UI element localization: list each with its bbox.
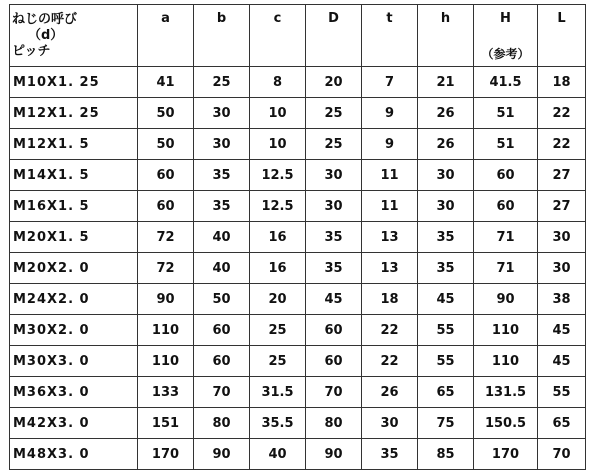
- header-col-L: L: [538, 5, 586, 67]
- header-col-c: c: [250, 5, 306, 67]
- value-cell: 30: [194, 129, 250, 160]
- table-row: [10, 377, 586, 408]
- table-row: [10, 191, 586, 222]
- value-cell: 20: [250, 284, 306, 315]
- value-cell: 10: [250, 129, 306, 160]
- value-cell: 30: [538, 253, 586, 284]
- value-cell: 70: [538, 439, 586, 470]
- value-cell: 85: [418, 439, 474, 470]
- value-cell: 25: [306, 129, 362, 160]
- table-row: [10, 98, 586, 129]
- value-cell: 35: [194, 160, 250, 191]
- value-cell: 110: [138, 315, 194, 346]
- value-cell: 50: [138, 98, 194, 129]
- value-cell: 110: [474, 346, 538, 377]
- value-cell: 26: [418, 129, 474, 160]
- value-cell: 12.5: [250, 160, 306, 191]
- value-cell: 60: [194, 315, 250, 346]
- value-cell: 18: [362, 284, 418, 315]
- value-cell: 13: [362, 222, 418, 253]
- value-cell: 75: [418, 408, 474, 439]
- value-cell: 30: [418, 191, 474, 222]
- value-cell: 45: [538, 346, 586, 377]
- value-cell: 90: [194, 439, 250, 470]
- header-col-a: a: [138, 5, 194, 67]
- spec-table: [9, 4, 586, 470]
- value-cell: 40: [250, 439, 306, 470]
- value-cell: 25: [250, 346, 306, 377]
- value-cell: 90: [474, 284, 538, 315]
- value-cell: 9: [362, 129, 418, 160]
- table-row: [10, 253, 586, 284]
- value-cell: 55: [538, 377, 586, 408]
- value-cell: 170: [138, 439, 194, 470]
- thread-size-cell: M42X3. 0: [10, 408, 138, 439]
- thread-size-cell: M30X3. 0: [10, 346, 138, 377]
- header-thread-size: [10, 5, 138, 67]
- value-cell: 51: [474, 129, 538, 160]
- value-cell: 70: [306, 377, 362, 408]
- value-cell: 40: [194, 222, 250, 253]
- value-cell: 16: [250, 253, 306, 284]
- value-cell: 90: [138, 284, 194, 315]
- value-cell: 60: [306, 346, 362, 377]
- thread-size-cell: M48X3. 0: [10, 439, 138, 470]
- value-cell: 25: [194, 67, 250, 98]
- thread-size-cell: M16X1. 5: [10, 191, 138, 222]
- value-cell: 45: [538, 315, 586, 346]
- table-row: [10, 315, 586, 346]
- value-cell: 131.5: [474, 377, 538, 408]
- value-cell: 30: [306, 191, 362, 222]
- value-cell: 60: [306, 315, 362, 346]
- table-row: [10, 222, 586, 253]
- value-cell: 40: [194, 253, 250, 284]
- value-cell: 170: [474, 439, 538, 470]
- thread-size-cell: M12X1. 5: [10, 129, 138, 160]
- value-cell: 30: [362, 408, 418, 439]
- value-cell: 35: [194, 191, 250, 222]
- value-cell: 50: [194, 284, 250, 315]
- value-cell: 35: [306, 222, 362, 253]
- value-cell: 38: [538, 284, 586, 315]
- thread-size-cell: M14X1. 5: [10, 160, 138, 191]
- header-col-D: D: [306, 5, 362, 67]
- header-d-label: （d）: [28, 27, 64, 43]
- table-row: [10, 346, 586, 377]
- value-cell: 21: [418, 67, 474, 98]
- value-cell: 7: [362, 67, 418, 98]
- value-cell: 26: [418, 98, 474, 129]
- value-cell: 41.5: [474, 67, 538, 98]
- thread-size-cell: M20X1. 5: [10, 222, 138, 253]
- value-cell: 90: [306, 439, 362, 470]
- value-cell: 10: [250, 98, 306, 129]
- header-col-t: t: [362, 5, 418, 67]
- thread-size-cell: M30X2. 0: [10, 315, 138, 346]
- value-cell: 20: [306, 67, 362, 98]
- value-cell: 22: [362, 346, 418, 377]
- value-cell: 30: [418, 160, 474, 191]
- value-cell: 80: [194, 408, 250, 439]
- value-cell: 30: [538, 222, 586, 253]
- value-cell: 110: [474, 315, 538, 346]
- value-cell: 22: [538, 129, 586, 160]
- value-cell: 25: [306, 98, 362, 129]
- value-cell: 110: [138, 346, 194, 377]
- value-cell: 60: [138, 191, 194, 222]
- thread-size-cell: M10X1. 25: [10, 67, 138, 98]
- value-cell: 55: [418, 315, 474, 346]
- value-cell: 26: [362, 377, 418, 408]
- value-cell: 151: [138, 408, 194, 439]
- thread-size-cell: M20X2. 0: [10, 253, 138, 284]
- value-cell: 60: [138, 160, 194, 191]
- value-cell: 70: [194, 377, 250, 408]
- value-cell: 55: [418, 346, 474, 377]
- value-cell: 50: [138, 129, 194, 160]
- value-cell: 51: [474, 98, 538, 129]
- value-cell: 35.5: [250, 408, 306, 439]
- table-row: [10, 129, 586, 160]
- value-cell: 60: [194, 346, 250, 377]
- value-cell: 35: [362, 439, 418, 470]
- header-col-b: b: [194, 5, 250, 67]
- value-cell: 45: [306, 284, 362, 315]
- value-cell: 22: [362, 315, 418, 346]
- value-cell: 72: [138, 253, 194, 284]
- table-body: [10, 67, 586, 470]
- value-cell: 22: [538, 98, 586, 129]
- value-cell: 60: [474, 160, 538, 191]
- table-row: [10, 408, 586, 439]
- thread-size-cell: M24X2. 0: [10, 284, 138, 315]
- value-cell: 80: [306, 408, 362, 439]
- value-cell: 30: [194, 98, 250, 129]
- value-cell: 12.5: [250, 191, 306, 222]
- value-cell: 65: [418, 377, 474, 408]
- header-col-H: H （参考）: [474, 5, 538, 67]
- value-cell: 27: [538, 160, 586, 191]
- value-cell: 9: [362, 98, 418, 129]
- value-cell: 35: [418, 253, 474, 284]
- value-cell: 16: [250, 222, 306, 253]
- value-cell: 18: [538, 67, 586, 98]
- table-row: [10, 284, 586, 315]
- value-cell: 71: [474, 253, 538, 284]
- value-cell: 11: [362, 191, 418, 222]
- table-row: [10, 160, 586, 191]
- thread-size-cell: M12X1. 25: [10, 98, 138, 129]
- value-cell: 8: [250, 67, 306, 98]
- thread-size-cell: M36X3. 0: [10, 377, 138, 408]
- header-H-note: （参考）: [481, 47, 530, 61]
- value-cell: 11: [362, 160, 418, 191]
- header-row: [10, 5, 586, 67]
- value-cell: 35: [306, 253, 362, 284]
- value-cell: 45: [418, 284, 474, 315]
- value-cell: 41: [138, 67, 194, 98]
- header-pitch-label: ピッチ: [12, 43, 51, 59]
- value-cell: 72: [138, 222, 194, 253]
- value-cell: 71: [474, 222, 538, 253]
- value-cell: 31.5: [250, 377, 306, 408]
- header-col-h: h: [418, 5, 474, 67]
- value-cell: 133: [138, 377, 194, 408]
- value-cell: 150.5: [474, 408, 538, 439]
- value-cell: 27: [538, 191, 586, 222]
- value-cell: 35: [418, 222, 474, 253]
- value-cell: 65: [538, 408, 586, 439]
- value-cell: 25: [250, 315, 306, 346]
- table-row: [10, 67, 586, 98]
- value-cell: 13: [362, 253, 418, 284]
- value-cell: 60: [474, 191, 538, 222]
- value-cell: 30: [306, 160, 362, 191]
- table-row: [10, 439, 586, 470]
- header-thread-label: ねじの呼び: [12, 11, 78, 27]
